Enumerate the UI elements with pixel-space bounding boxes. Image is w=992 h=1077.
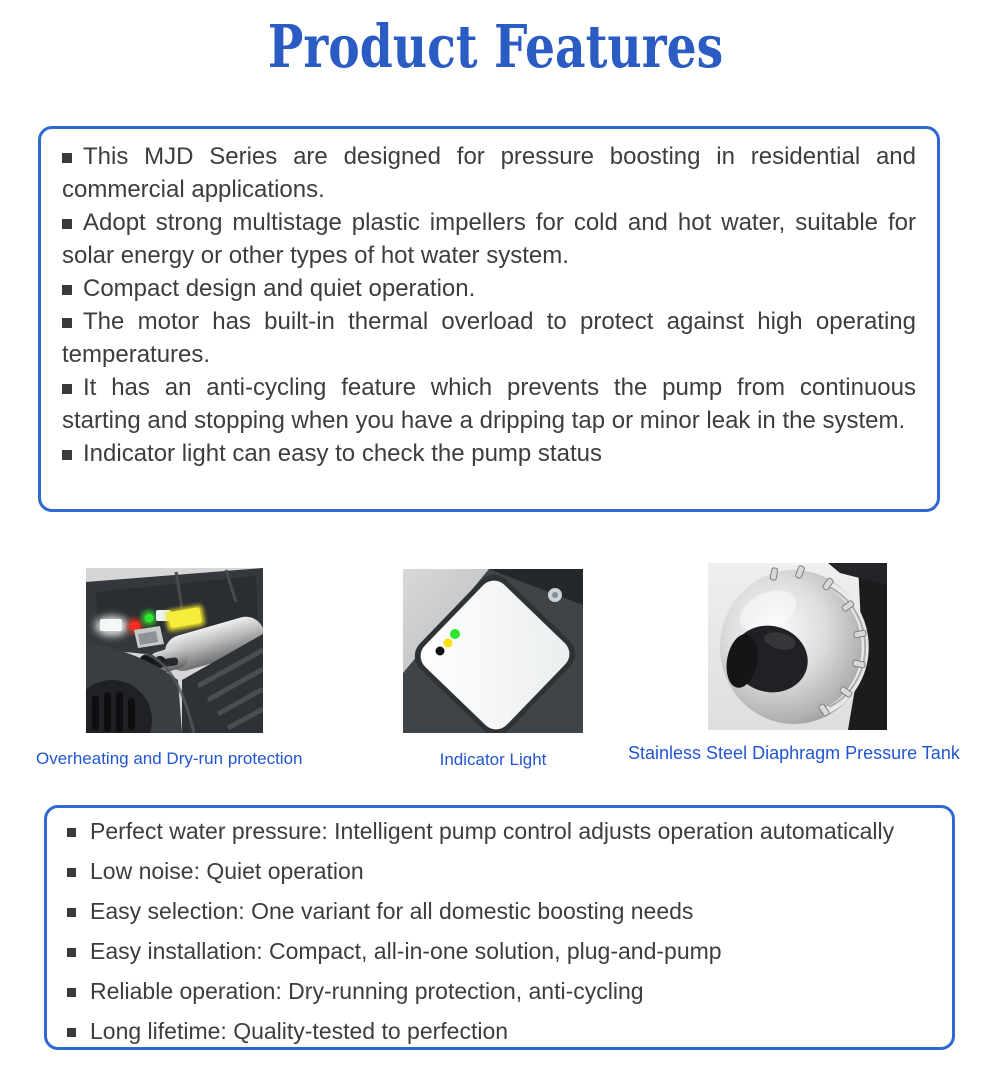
bullet-square-icon [67, 908, 76, 917]
feature-item-text: Perfect water pressure: Intelligent pump control adjusts operation automatically [90, 818, 895, 844]
feature-item-text: Indicator light can easy to check the pump status [83, 440, 602, 467]
pump-cutaway-with-status-leds [86, 568, 263, 733]
feature-item [62, 272, 916, 305]
feature-item-text: Adopt strong multistage plastic impellers for cold and hot water, suitable for solar energy or other types of hot water system. [62, 209, 916, 269]
feature-item [62, 206, 916, 272]
bullet-square-icon [62, 384, 72, 394]
bullet-square-icon [62, 285, 72, 295]
feature-item [67, 851, 942, 891]
bullet-square-icon [62, 318, 72, 328]
indicator-light-panel [403, 569, 583, 733]
feature-item [67, 1011, 942, 1051]
bullet-square-icon [67, 948, 76, 957]
bullet-square-icon [67, 868, 76, 877]
feature-item-text: Low noise: Quiet operation [90, 858, 364, 884]
feature-item-text: Easy installation: Compact, all-in-one solution, plug-and-pump [90, 938, 722, 964]
caption-pressure-tank: Stainless Steel Diaphragm Pressure Tank [628, 743, 960, 763]
feature-item [62, 140, 916, 206]
page-title-wrap [0, 6, 992, 88]
feature-item [67, 811, 942, 851]
feature-item [67, 891, 942, 931]
feature-item-text: The motor has built-in thermal overload to protect against high operating temperatures. [62, 308, 916, 368]
bullet-square-icon [67, 828, 76, 837]
feature-item [67, 931, 942, 971]
feature-item-text: Compact design and quiet operation. [83, 275, 476, 302]
feature-item [67, 971, 942, 1011]
feature-item-text: Easy selection: One variant for all domestic boosting needs [90, 898, 694, 924]
indicator-light-image [403, 569, 583, 733]
feature-item-text: This MJD Series are designed for pressure boosting in residential and commercial applications. [62, 143, 916, 203]
bullet-square-icon [62, 219, 72, 229]
bullet-square-icon [62, 153, 72, 163]
feature-item [62, 437, 916, 470]
bullet-square-icon [62, 450, 72, 460]
bullet-square-icon [67, 1028, 76, 1037]
pressure-tank-image [708, 563, 887, 730]
stainless-steel-pressure-tank [708, 563, 887, 730]
feature-item-text: Long lifetime: Quality-tested to perfection [90, 1018, 509, 1044]
feature-item-text: Reliable operation: Dry-running protection, anti-cycling [90, 978, 644, 1004]
pump-cutaway-image [86, 568, 263, 733]
caption-indicator-light: Indicator Light [439, 750, 547, 769]
feature-item [62, 371, 916, 437]
page-title: Product Features [268, 12, 724, 81]
feature-item [62, 305, 916, 371]
feature-item-text: It has an anti-cycling feature which prevents the pump from continuous starting and stopping when you have a dripping tap or minor leak in the system. [62, 374, 916, 434]
feature-box-primary [38, 126, 940, 512]
feature-box-secondary [44, 805, 955, 1050]
caption-overheating-protection: Overheating and Dry-run protection [36, 749, 303, 768]
bullet-square-icon [67, 988, 76, 997]
